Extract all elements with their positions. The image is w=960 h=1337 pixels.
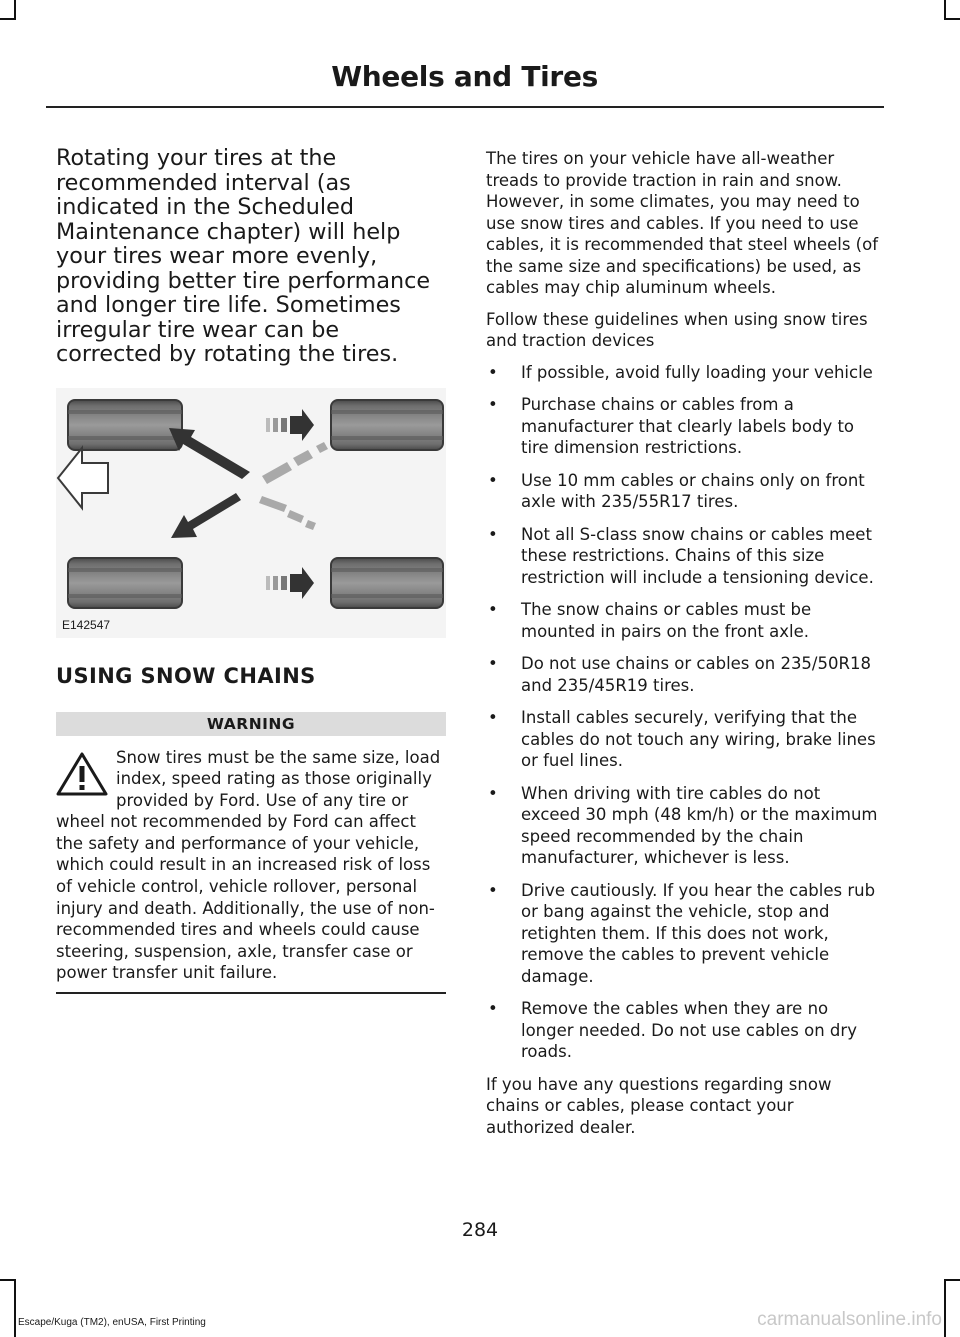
bullet: • xyxy=(488,600,498,619)
edition-footer: Escape/Kuga (TM2), enUSA, First Printing xyxy=(18,1317,206,1328)
tire-icon xyxy=(331,400,443,450)
list-item-text: The snow chains or cables must be mounted in pairs on the front axle. xyxy=(521,600,812,641)
tire-icon xyxy=(68,400,182,450)
crop-mark xyxy=(0,18,16,20)
bullet: • xyxy=(488,395,498,414)
crop-mark xyxy=(14,1279,16,1337)
warning-box xyxy=(56,747,446,985)
guidelines-list xyxy=(486,362,884,1063)
warning-divider xyxy=(56,992,446,994)
page-number: 284 xyxy=(461,1219,499,1241)
list-item xyxy=(486,470,884,513)
list-item xyxy=(486,524,884,589)
list-item xyxy=(486,394,884,459)
tire-icon xyxy=(68,558,182,608)
bullet: • xyxy=(488,524,498,544)
list-item-text: If possible, avoid fully loading your vehicle xyxy=(521,362,873,382)
crop-mark xyxy=(0,1279,16,1281)
body-paragraph: If you have any questions regarding snow chains or cables, please contact your authorized dealer. xyxy=(486,1074,832,1137)
left-column xyxy=(56,146,446,994)
list-item xyxy=(486,707,884,772)
list-item-text: When driving with tire cables do not exceed 30 mph (48 km/h) or the maximum speed recommended by the chain manufacturer, whichever is less. xyxy=(521,783,878,867)
warning-text: Snow tires must be the same size, load index, speed rating as those originally provided by Ford. Use of any tire or wheel not recommended by Ford can affect the safety and performance of your vehicle, which could result in an increased risk of loss of vehicle control, vehicle rollover, personal injury and death. Additionally, the use of non-recommended tires and wheels could cause steering, suspension, axle, transfer case or power transfer unit failure. xyxy=(56,747,441,983)
bullet: • xyxy=(488,783,498,803)
crop-mark xyxy=(944,18,960,20)
crop-mark xyxy=(944,0,946,20)
tire-rotation-diagram xyxy=(56,388,446,638)
list-item-text: Purchase chains or cables from a manufacturer that clearly labels body to tire dimension restrictions. xyxy=(521,395,855,457)
list-item xyxy=(486,880,884,988)
list-item-text: Drive cautiously. If you hear the cables rub or bang against the vehicle, stop and retighten them. If this does not work, remove the cables to prevent vehicle damage. xyxy=(521,880,876,986)
crop-mark xyxy=(944,1279,960,1281)
bullet: • xyxy=(488,999,498,1018)
bullet: • xyxy=(488,470,498,490)
warning-label: WARNING xyxy=(56,712,446,736)
list-item xyxy=(486,783,884,869)
watermark: carmanualsonline.info xyxy=(757,1309,942,1330)
bullet: • xyxy=(488,362,498,382)
bullet: • xyxy=(488,708,498,727)
intro-paragraph: Rotating your tires at the recommended interval (as indicated in the Scheduled Maintenance chapter) will help your tires wear more evenly, providing better tire performance and longer tire life. Sometimes irregular tire wear can be corrected by rotating the tires. xyxy=(56,145,431,367)
tire-icon xyxy=(331,558,443,608)
list-item-text: Remove the cables when they are no longer needed. Do not use cables on dry roads. xyxy=(521,999,857,1061)
body-paragraph: The tires on your vehicle have all-weather treads to provide traction in rain and snow. However, in some climates, you may need to use snow tires and cables. If you need to use cables, it is recommended that steel wheels (of the same size and specifications) be used, as cables may chip aluminum wheels. xyxy=(486,149,879,297)
list-item xyxy=(486,362,884,384)
right-column xyxy=(486,148,884,1148)
tire-rotation-figure xyxy=(56,388,446,638)
figure-id: E142547 xyxy=(62,617,111,632)
list-item-text: Not all S-class snow chains or cables meet these restrictions. Chains of this size restriction will include a tensioning device. xyxy=(521,524,874,587)
page-header-title: Wheels and Tires xyxy=(331,60,598,93)
bullet: • xyxy=(488,880,498,900)
crop-mark xyxy=(14,0,16,20)
list-item xyxy=(486,599,884,642)
bullet: • xyxy=(488,654,498,673)
list-item-text: Install cables securely, verifying that the cables do not touch any wiring, brake lines or fuel lines. xyxy=(521,708,876,770)
list-item xyxy=(486,998,884,1063)
section-heading: USING SNOW CHAINS xyxy=(56,663,316,688)
list-item-text: Use 10 mm cables or chains only on front axle with 235/55R17 tires. xyxy=(521,470,865,511)
crop-mark xyxy=(944,1279,946,1337)
list-item-text: Do not use chains or cables on 235/50R18 and 235/45R19 tires. xyxy=(521,654,871,695)
list-item xyxy=(486,653,884,696)
body-paragraph: Follow these guidelines when using snow tires and traction devices xyxy=(486,309,868,350)
header-divider xyxy=(46,106,884,108)
warning-triangle-icon xyxy=(56,751,108,797)
